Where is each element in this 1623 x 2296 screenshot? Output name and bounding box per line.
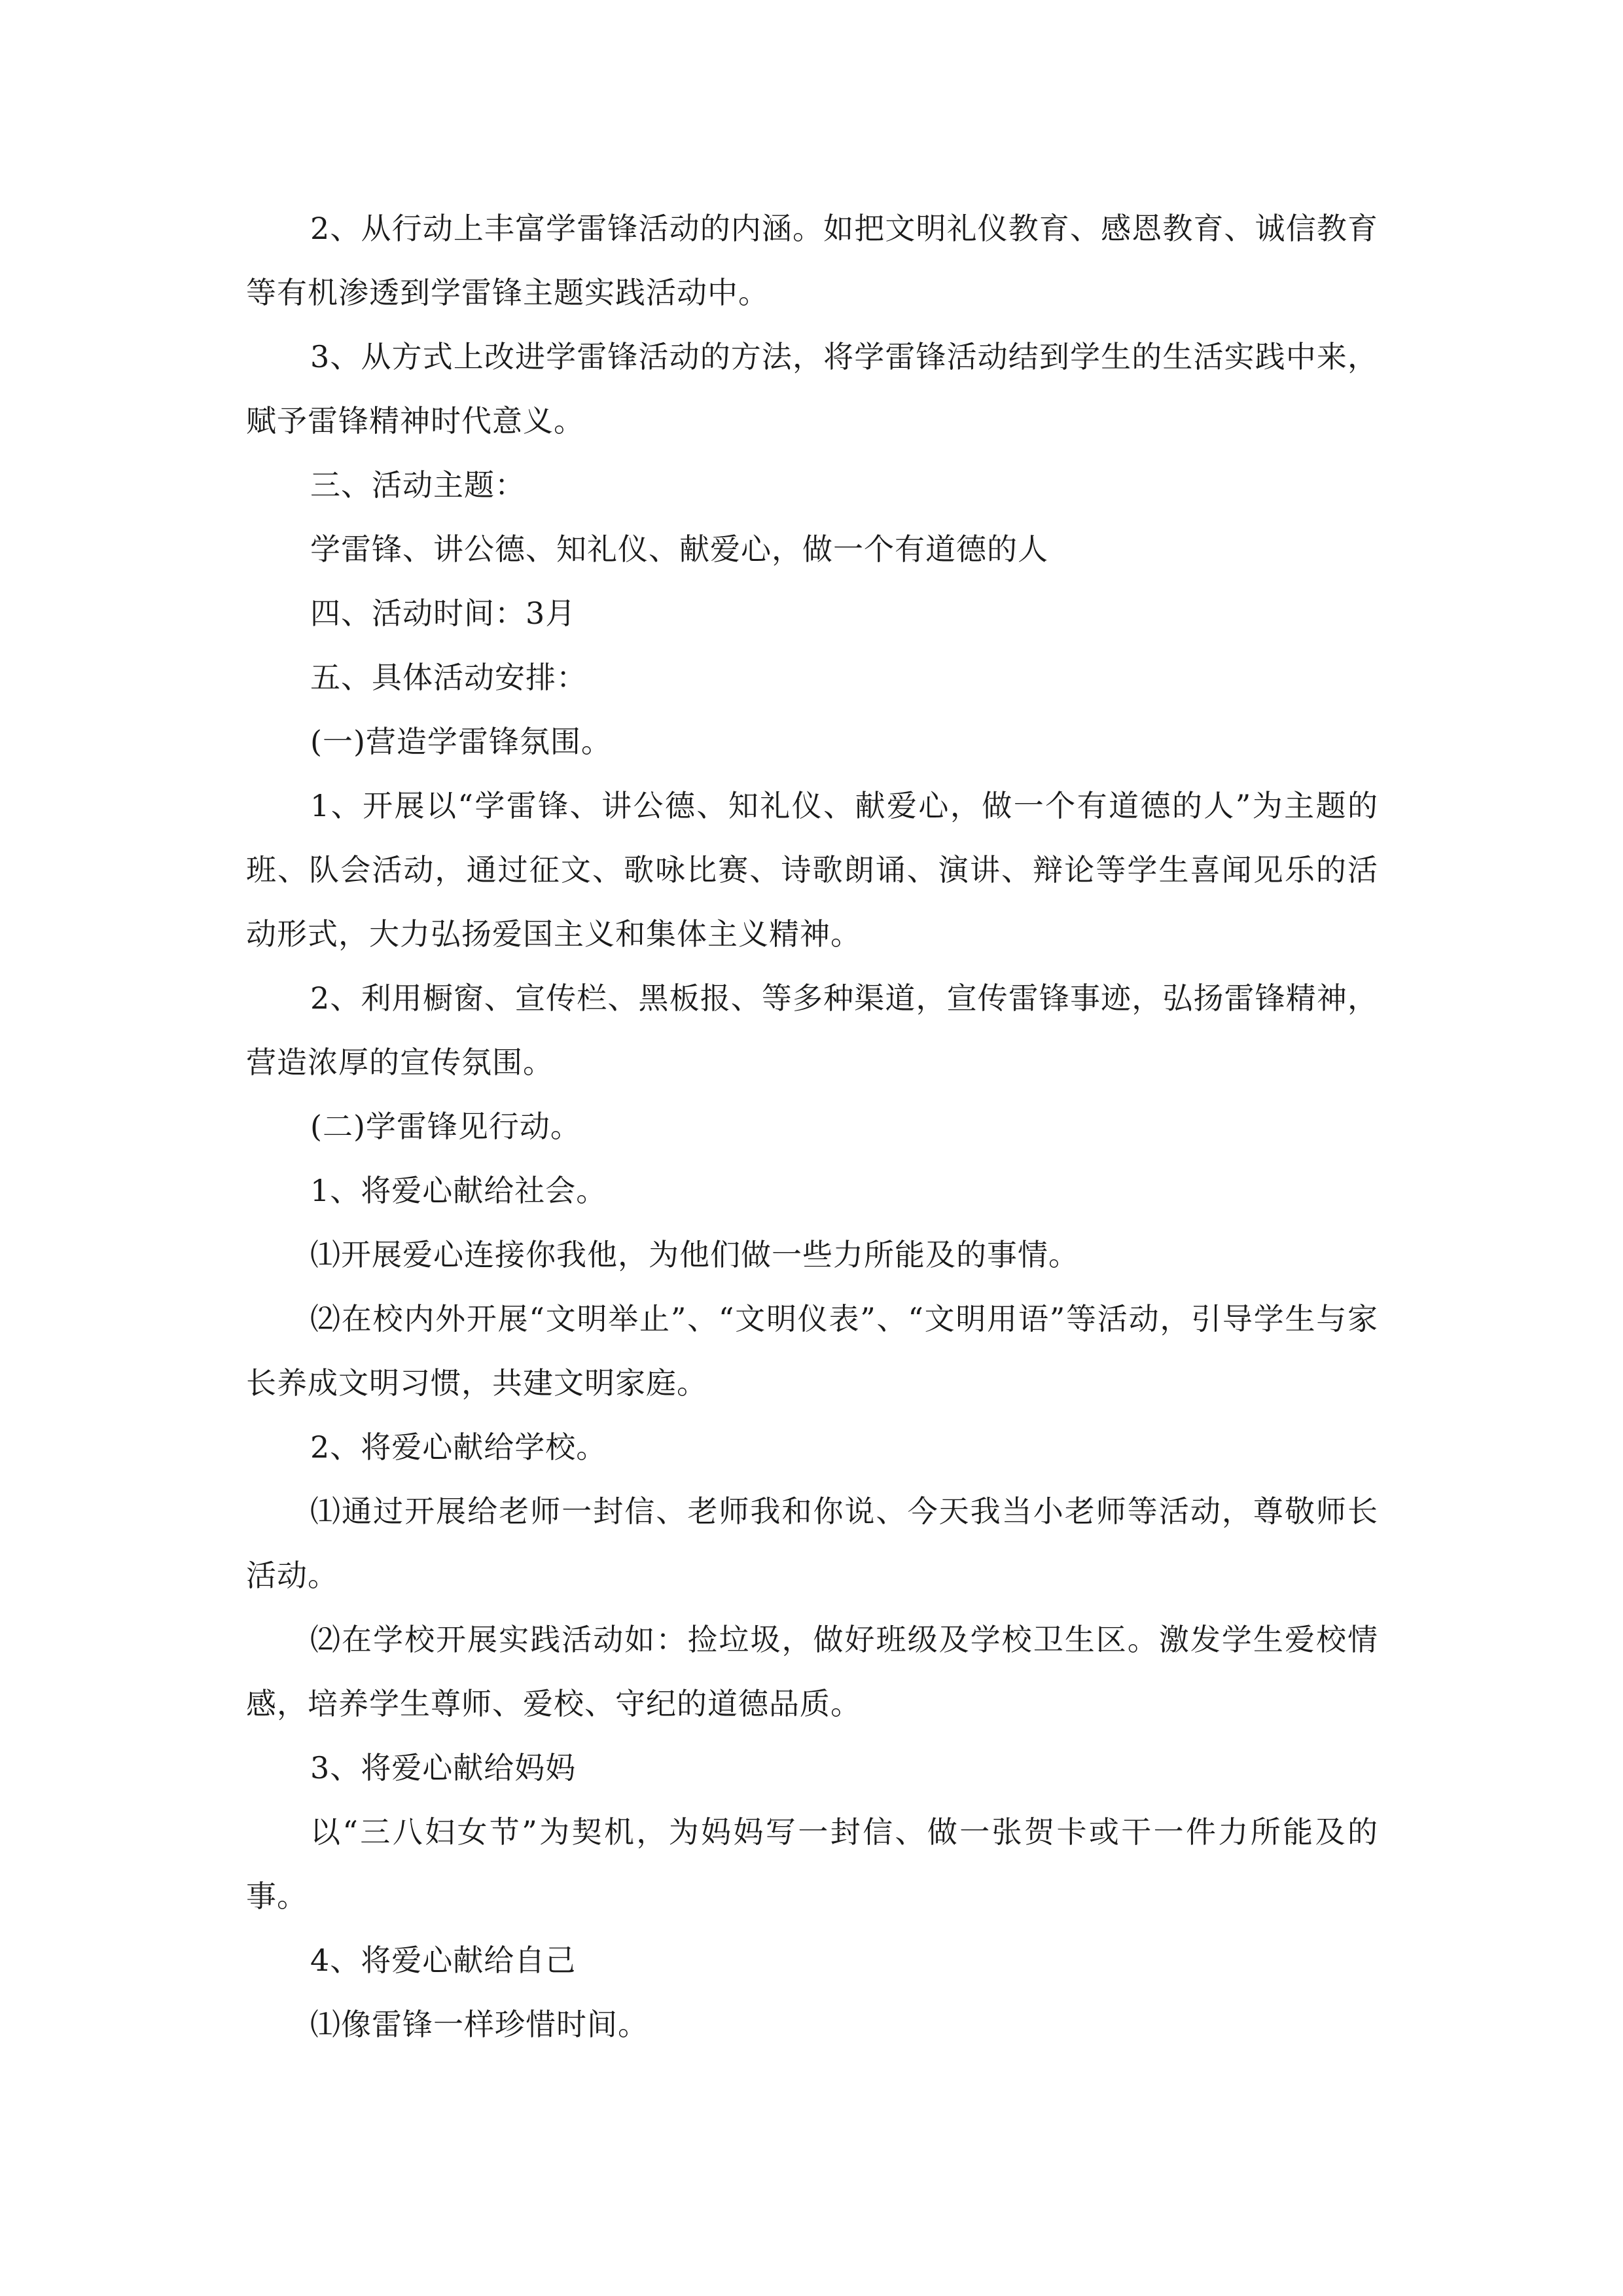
paragraph-class-activities: 1、开展以“学雷锋、讲公德、知礼仪、献爱心，做一个有道德的人”为主题的班、队会活动，通过征文、歌咏比赛、诗歌朗诵、演讲、辩论等学生喜闻见乐的活动形式，大力弘扬爱国主义和集体主义精神。 [246,788,1378,952]
item-love-school-2: ⑵在学校开展实践活动如：捡垃圾，做好班级及学校卫生区。激发学生爱校情感，培养学生尊师、爱校、守纪的道德品质。 [246,1622,1378,1721]
item-love-society: 1、将爱心献给社会。 [310,1173,607,1208]
document-page [246,196,1378,2056]
item-love-society-2: ⑵在校内外开展“文明举止”、“文明仪表”、“文明用语”等活动，引导学生与家长养成文明习惯，共建文明家庭。 [246,1301,1378,1401]
section-heading-theme: 三、活动主题： [310,467,526,503]
section-heading-arrangement: 五、具体活动安排： [310,660,587,695]
paragraph-method-content: 2、从行动上丰富学雷锋活动的内涵。如把文明礼仪教育、感恩教育、诚信教育等有机渗透到学雷锋主题实践活动中。 [246,211,1378,310]
item-love-self: 4、将爱心献给自己 [310,1943,577,1978]
paragraph-publicity: 2、利用橱窗、宣传栏、黑板报、等多种渠道，宣传雷锋事迹，弘扬雷锋精神，营造浓厚的宣传氛围。 [246,980,1378,1080]
item-love-society-1: ⑴开展爱心连接你我他，为他们做一些力所能及的事情。 [310,1237,1079,1272]
item-love-mother-text: 以“三八妇女节”为契机，为妈妈写一封信、做一张贺卡或干一件力所能及的事。 [246,1814,1378,1914]
subheading-action: (二)学雷锋见行动。 [310,1109,581,1144]
paragraph-theme-text: 学雷锋、讲公德、知礼仪、献爱心，做一个有道德的人 [310,531,1048,567]
item-love-self-1: ⑴像雷锋一样珍惜时间。 [310,2007,649,2042]
item-love-school-1: ⑴通过开展给老师一封信、老师我和你说、今天我当小老师等活动，尊敬师长活动。 [246,1494,1378,1593]
item-love-school: 2、将爱心献给学校。 [310,1429,607,1465]
section-heading-time: 四、活动时间：3月 [310,596,577,631]
subheading-atmosphere: (一)营造学雷锋氛围。 [310,724,612,759]
paragraph-method-approach: 3、从方式上改进学雷锋活动的方法，将学雷锋活动结到学生的生活实践中来，赋予雷锋精神时代意义。 [246,339,1378,439]
item-love-mother: 3、将爱心献给妈妈 [310,1750,577,1785]
